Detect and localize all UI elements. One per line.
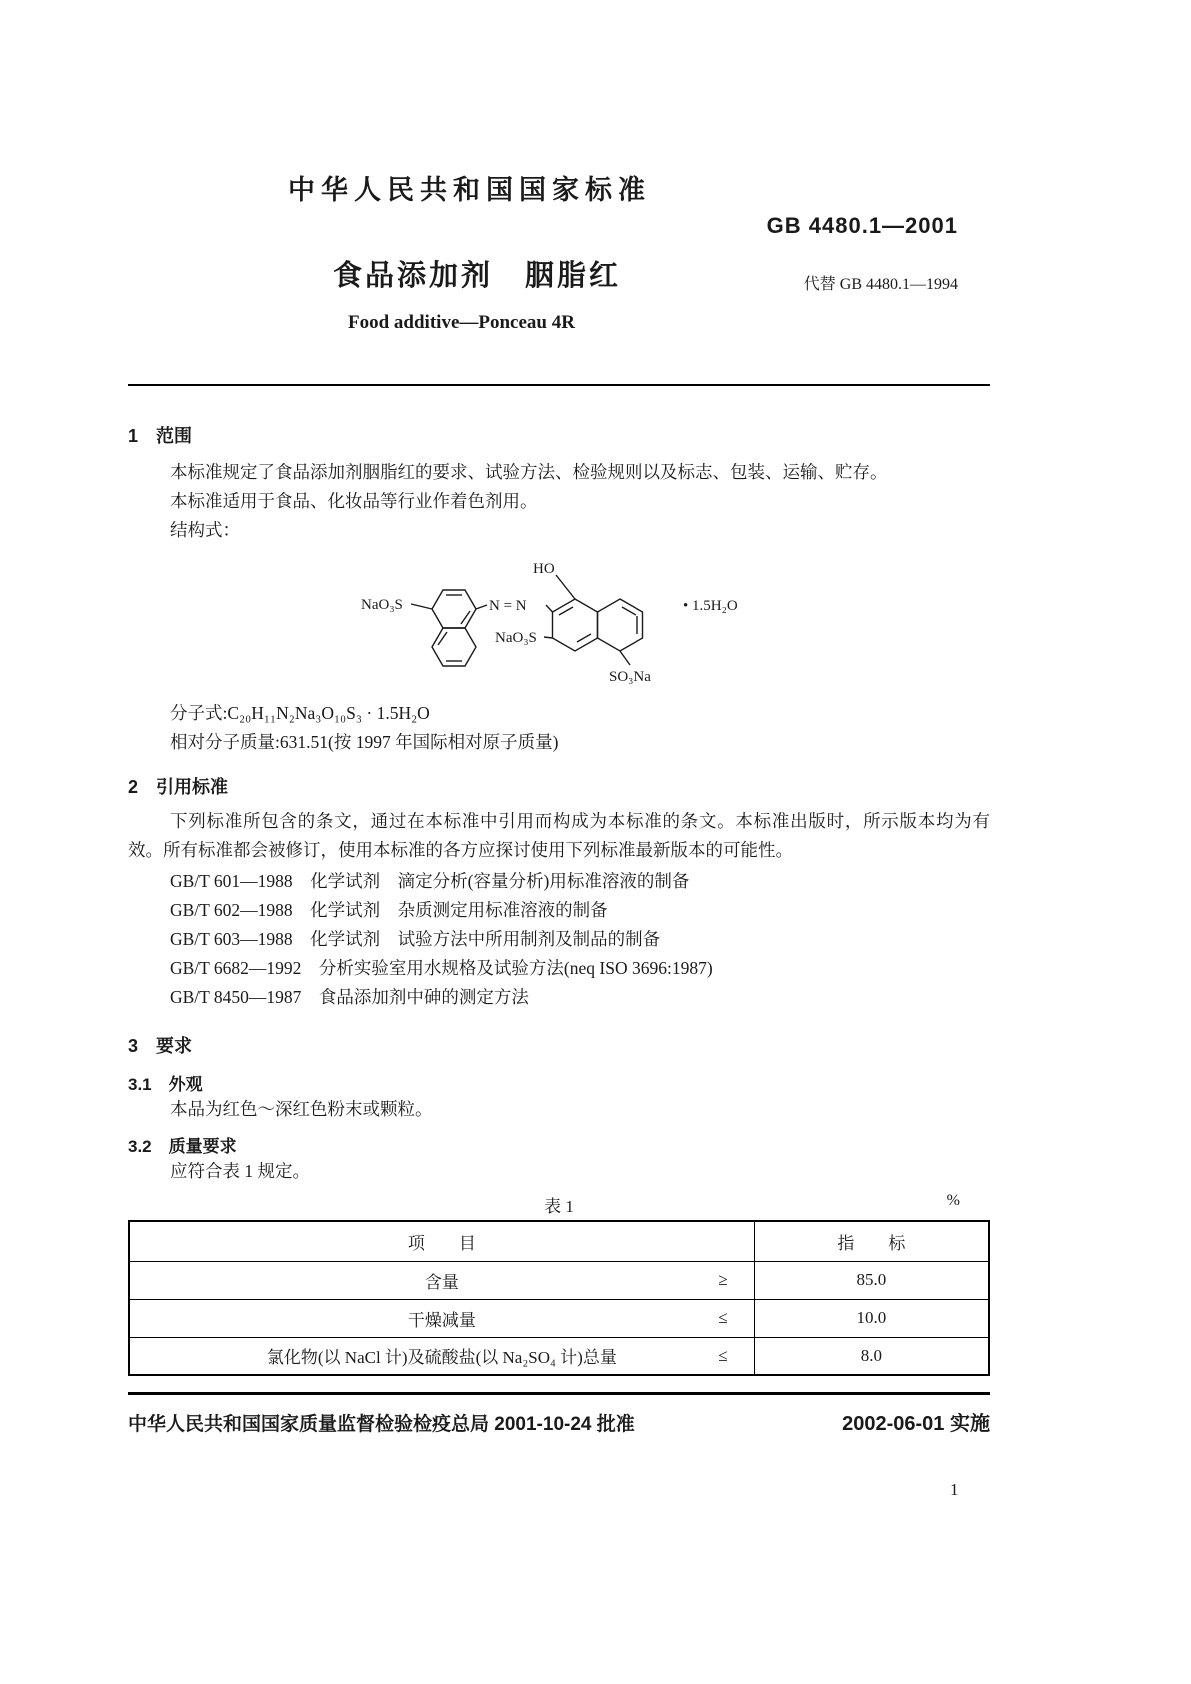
- document-title-cn: 食品添加剂 胭脂红: [333, 260, 622, 292]
- document-title-en: Food additive—Ponceau 4R: [348, 312, 575, 333]
- relation-symbol: ≤: [718, 1308, 728, 1327]
- spec-table: [128, 1220, 990, 1376]
- reference-item: GB/T 602—1988 化学试剂 杂质测定用标准溶液的制备: [170, 900, 608, 920]
- table-item-label: 含量: [424, 1272, 459, 1292]
- structure-label-hydroxyl: HO: [533, 561, 555, 577]
- table-item-label: 干燥减量: [407, 1310, 476, 1330]
- section-1-heading: 1 范围: [128, 426, 193, 446]
- normative-references-paragraph: 下列标准所包含的条文，通过在本标准中引用而构成为本标准的条文。本标准出版时，所示版本均为有效。所有标准都会被修订，使用本标准的各方应探讨使用下列标准最新版本的可能性。: [128, 811, 990, 860]
- document-footer: [128, 1392, 990, 1436]
- molecular-weight: 相对分子质量:631.51(按 1997 年国际相对原子质量): [170, 732, 559, 752]
- reference-item: GB/T 603—1988 化学试剂 试验方法中所用制剂及制品的制备: [170, 929, 661, 949]
- replaces-note: 代替 GB 4480.1—1994: [803, 276, 958, 293]
- table-header-row: [129, 1221, 989, 1261]
- subsection-3-2-heading: 3.2 质量要求: [128, 1137, 237, 1156]
- structure-label-line: 结构式：: [170, 520, 240, 540]
- quality-requirement-text: 应符合表 1 规定。: [170, 1161, 310, 1181]
- structure-label-hydrate: • 1.5H₂O: [683, 598, 738, 614]
- table-header-item: 项 目: [129, 1221, 754, 1261]
- footer-rule: [128, 1392, 990, 1395]
- structure-label-inner-sulfonate: NaO₃S: [495, 630, 537, 646]
- table-spec-value: 10.0: [754, 1299, 989, 1337]
- section-2-heading: 2 引用标准: [128, 777, 229, 797]
- relation-symbol: ≥: [718, 1270, 728, 1289]
- table-spec-value: 85.0: [754, 1261, 989, 1299]
- reference-item: GB/T 601—1988 化学试剂 滴定分析(容量分析)用标准溶液的制备: [170, 871, 690, 891]
- national-standard-title: 中华人民共和国国家标准: [288, 175, 651, 205]
- reference-item: GB/T 8450—1987 食品添加剂中砷的测定方法: [170, 987, 529, 1007]
- table-unit-percent: %: [946, 1192, 960, 1209]
- table-spec-value: 8.0: [754, 1337, 989, 1375]
- table-row: [129, 1337, 989, 1375]
- table-row: [129, 1299, 989, 1337]
- reference-item: GB/T 6682—1992 分析实验室用水规格及试验方法(neq ISO 3696:1987): [170, 958, 713, 978]
- page-number: 1: [950, 1480, 959, 1499]
- structure-label-bottom-sulfonate: SO₃Na: [609, 669, 651, 685]
- approval-text: 中华人民共和国国家质量监督检验检疫总局 2001-10-24 批准: [128, 1414, 635, 1435]
- structure-label-left-sulfonate: NaO₃S: [361, 597, 403, 613]
- appearance-text: 本品为红色～深红色粉末或颗粒。: [170, 1099, 433, 1119]
- table-row: [129, 1261, 989, 1299]
- chemical-structure-container: [353, 547, 990, 697]
- header-rule: [128, 384, 990, 386]
- scope-paragraph-1: 本标准规定了食品添加剂胭脂红的要求、试验方法、检验规则以及标志、包装、运输、贮存。: [170, 462, 888, 482]
- table-header-spec: 指 标: [754, 1221, 989, 1261]
- standard-code: GB 4480.1—2001: [766, 213, 958, 238]
- section-3-heading: 3 要求: [128, 1036, 193, 1056]
- chemical-structure-diagram: [353, 547, 913, 697]
- scope-paragraph-2: 本标准适用于食品、化妆品等行业作着色剂用。: [170, 491, 538, 511]
- table-caption-row: [128, 1192, 990, 1216]
- molecular-formula: 分子式:C₂₀H₁₁N₂Na₃O₁₀S₃ · 1.5H₂O: [170, 703, 430, 723]
- subsection-3-1-heading: 3.1 外观: [128, 1075, 203, 1094]
- document-header: [128, 168, 990, 386]
- table-item-label: 氯化物(以 NaCl 计)及硫酸盐(以 Na₂SO₄ 计)总量: [266, 1348, 617, 1368]
- relation-symbol: ≤: [718, 1345, 728, 1365]
- page-content: [128, 0, 990, 1376]
- table-caption: 表 1: [544, 1197, 574, 1216]
- footer-row: [128, 1407, 990, 1436]
- structure-label-azo-group: N = N: [489, 598, 527, 614]
- title-row: [128, 253, 990, 294]
- reference-list: [170, 867, 990, 1012]
- implementation-text: 2002-06-01 实施: [842, 1413, 990, 1435]
